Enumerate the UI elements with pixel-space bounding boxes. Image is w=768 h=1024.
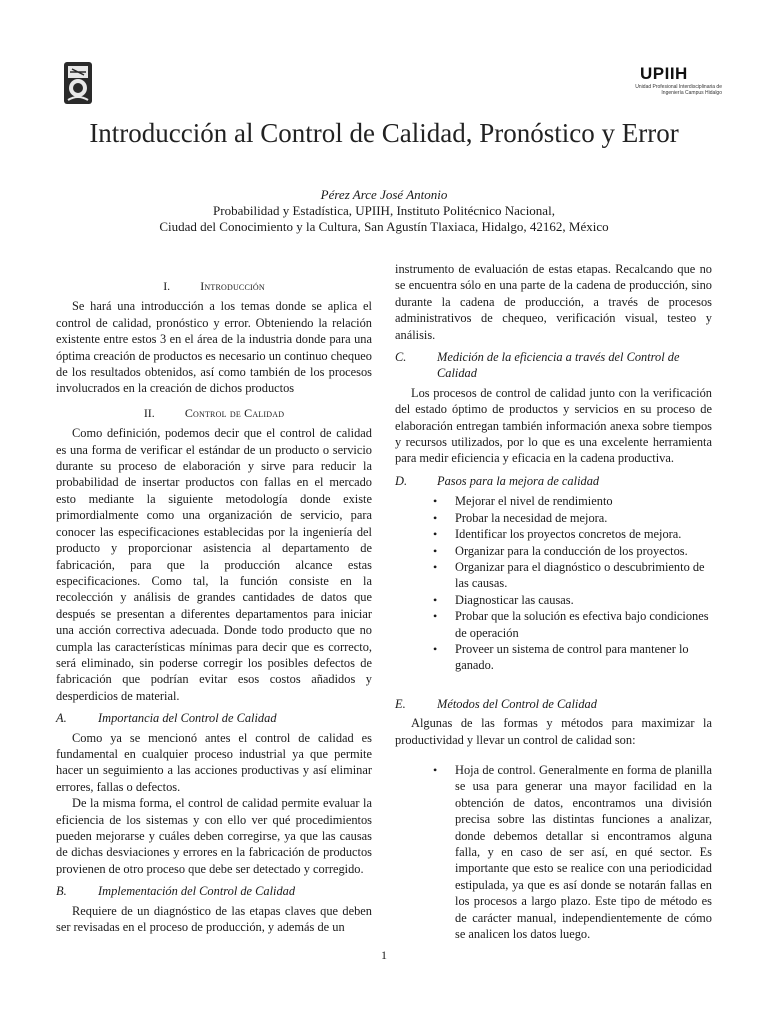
section-title: Control de Calidad (184, 405, 285, 420)
subsection-number: A. (56, 711, 67, 726)
subsection-title: Pasos para la mejora de calidad (437, 473, 600, 488)
section-title: Introducción (200, 279, 265, 293)
subsection-heading-metodos (395, 696, 712, 712)
metodos-list (395, 762, 712, 942)
subsection-heading-pasos (395, 473, 712, 489)
list-item: • Probar que la solución es efectiva bajo condiciones de operación (455, 608, 712, 641)
section-number: II. (143, 405, 155, 420)
control-calidad-paragraph: Como definición, podemos decir que el control de calidad es una forma de verificar el estándar de un producto o servicio durante su proceso de elaboración y sirve para reducir la probabilidad de insertar productos con fallas en el mercado esto mediante la siguiente metodología donde existe primordialmente como una organización de servicio, para conocer las especificaciones establecidas por la ingeniería del producto y proporcionar asistencia al departamento de fabricación, para que la producción alcance estas especificaciones. Como tal, la función consiste en la recolección y análisis de grandes cantidades de datos que después se presentan a diferentes departamentos para iniciar una acción correctiva adecuada. Donde todo producto que no cumpla las características mínimas para decir que es correcto, será eliminado, sin poderse corregir los posibles defectos de fabricación que podrían evitar esos costos añadidos y desperdicios de material. (56, 426, 372, 703)
subsection-number: C. (395, 350, 407, 365)
ipn-logo-icon (62, 60, 94, 106)
importancia-paragraph-2: De la misma forma, el control de calidad permite evaluar la eficiencia de los sistemas y con ello ver qué procedimientos pueden mejorarse y cuáles deben corregirse, ya que las causas de dichas desviaciones y errores en la fabricación de productos provienen de otro proceso que debe ser detectado y corregido. (56, 796, 372, 876)
paper-title: Introducción al Control de Calidad, Pronóstico y Error (89, 118, 679, 148)
implementacion-paragraph: Requiere de un diagnóstico de las etapas claves que deben ser revisadas en el proceso de producción, y además de un (56, 903, 372, 935)
intro-paragraph: Se hará una introducción a los temas donde se aplica el control de calidad, pronóstico y error. Obteniendo la relación existente entre estos 3 en el área de la industria donde para una óptima creación de productos es necesario un continuo chequeo de los resultados obtenidos, así como también de los procesos involucrados en la creación de dichos productos (56, 299, 372, 396)
left-column (56, 276, 372, 935)
subsection-title: Importancia del Control de Calidad (98, 711, 277, 726)
metodos-paragraph: Algunas de las formas y métodos para maximizar la productividad y llevar un control de calidad son: (395, 716, 712, 747)
list-item: • Hoja de control. Generalmente en forma de planilla se usa para generar una mayor facilidad en la obtención de datos, encontramos una división precisa sobre las distintas funciones a analizar, donde debemos detallar si encontramos alguna falla, y en caso de ser así, en qué sector. Es importante que esto se realice con una periodicidad estipulada, ya que es así donde se notarán fallas en los procesos a largo plazo. Este tipo de método es de carácter manual, independientemente de cómo se analicen los datos luego. (455, 762, 712, 942)
list-item: • Diagnosticar las causas. (455, 592, 712, 608)
subsection-title: Implementación del Control de Calidad (98, 884, 296, 899)
subsection-number: D. (395, 473, 408, 488)
right-column (395, 261, 712, 942)
subsection-number: E. (395, 696, 406, 711)
upiih-logo (612, 64, 722, 100)
list-item: • Organizar para el diagnóstico o descubrimiento de las causas. (455, 559, 712, 592)
list-item: • Proveer un sistema de control para mantener lo ganado. (455, 641, 712, 674)
section-heading-control-calidad (56, 405, 372, 421)
upiih-logo-subtitle: Unidad Profesional Interdisciplinaria de Ingeniería Campus Hidalgo (635, 84, 722, 96)
affiliation-line-2: Ciudad del Conocimiento y la Cultura, San Agustín Tlaxiaca, Hidalgo, 42162, México (159, 219, 609, 234)
list-item: • Organizar para la conducción de los proyectos. (455, 543, 712, 559)
subsection-title: Métodos del Control de Calidad (437, 696, 597, 711)
list-item: • Probar la necesidad de mejora. (455, 510, 712, 526)
subsection-heading-importancia (56, 710, 372, 726)
subsection-number: B. (56, 884, 67, 899)
author-name: Pérez Arce José Antonio (320, 187, 448, 202)
importancia-paragraph-1: Como ya se mencionó antes el control de calidad es fundamental en cualquier proceso industrial ya que permite hacer un seguimiento a las acciones productivas y así eliminar errores, fallas o defectos. (56, 730, 372, 794)
subsection-heading-medicion (395, 349, 712, 382)
subsection-heading-implementacion (56, 883, 372, 899)
upiih-logo-brand: UPIIH (640, 64, 688, 83)
list-item: • Identificar los proyectos concretos de mejora. (455, 526, 712, 542)
implementacion-paragraph-continued: instrumento de evaluación de estas etapas. Recalcando que no se encuentra sólo en una parte de la cadena de producción, sino durante la cadena de producción, a través de procesos administrativos de chequeo, verificación visual, testeo y análisis. (395, 262, 712, 342)
page-number: 1 (381, 948, 387, 962)
pasos-list (395, 493, 712, 673)
section-heading-introduccion (56, 278, 372, 294)
affiliation-line-1: Probabilidad y Estadística, UPIIH, Instituto Politécnico Nacional, (213, 203, 555, 218)
subsection-title: Medición de la eficiencia a través del Control de Calidad (437, 350, 680, 381)
medicion-paragraph: Los procesos de control de calidad junto con la verificación del estado óptimo de productos y servicios en su proceso de elaboración entregan también información anexa sobre tiempos y recursos utilizados, por lo que es una excelente herramienta para medir eficiencia y eficacia en la cadena productiva. (395, 385, 712, 466)
list-item: • Mejorar el nivel de rendimiento (455, 493, 712, 509)
section-number: I. (163, 279, 171, 293)
